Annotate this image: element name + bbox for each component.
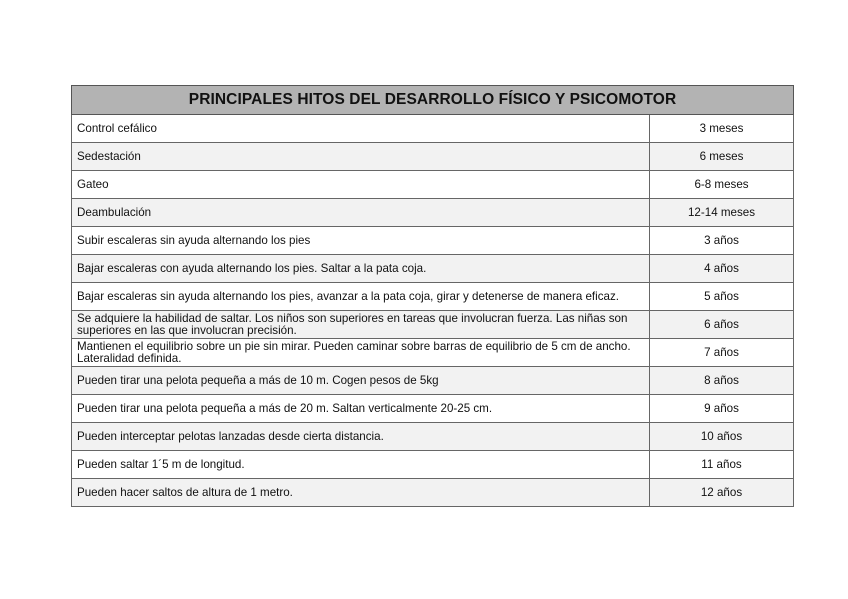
milestone-cell: Control cefálico — [72, 115, 650, 143]
milestone-cell: Bajar escaleras con ayuda alternando los pies. Saltar a la pata coja. — [72, 255, 650, 283]
age-cell: 10 años — [650, 423, 794, 451]
age-cell: 3 años — [650, 227, 794, 255]
table-row — [72, 283, 794, 311]
table-header-row — [72, 86, 794, 115]
age-cell: 9 años — [650, 395, 794, 423]
table-row — [72, 423, 794, 451]
milestone-cell: Pueden tirar una pelota pequeña a más de 20 m. Saltan verticalmente 20-25 cm. — [72, 395, 650, 423]
table-row — [72, 227, 794, 255]
table-row — [72, 115, 794, 143]
milestone-cell: Mantienen el equilibrio sobre un pie sin mirar. Pueden caminar sobre barras de equilibrio de 5 cm de ancho. Lateralidad definida. — [72, 339, 650, 367]
table-row — [72, 367, 794, 395]
age-cell: 6 años — [650, 311, 794, 339]
milestone-cell: Deambulación — [72, 199, 650, 227]
table-row — [72, 451, 794, 479]
age-cell: 8 años — [650, 367, 794, 395]
milestone-cell: Se adquiere la habilidad de saltar. Los niños son superiores en tareas que involucran fuerza. Las niñas son superiores en las que involucran precisión. — [72, 311, 650, 339]
age-cell: 6 meses — [650, 143, 794, 171]
age-cell: 3 meses — [650, 115, 794, 143]
milestones-table — [71, 85, 794, 507]
table-row — [72, 479, 794, 507]
table-row — [72, 311, 794, 339]
table-row — [72, 171, 794, 199]
table-row — [72, 339, 794, 367]
age-cell: 12-14 meses — [650, 199, 794, 227]
milestone-cell: Bajar escaleras sin ayuda alternando los pies, avanzar a la pata coja, girar y detenerse de manera eficaz. — [72, 283, 650, 311]
table-row — [72, 395, 794, 423]
age-cell: 11 años — [650, 451, 794, 479]
age-cell: 6-8 meses — [650, 171, 794, 199]
age-cell: 5 años — [650, 283, 794, 311]
milestone-cell: Pueden hacer saltos de altura de 1 metro. — [72, 479, 650, 507]
milestone-cell: Pueden interceptar pelotas lanzadas desde cierta distancia. — [72, 423, 650, 451]
age-cell: 7 años — [650, 339, 794, 367]
table-body — [72, 115, 794, 507]
table-row — [72, 199, 794, 227]
age-cell: 12 años — [650, 479, 794, 507]
table-row — [72, 255, 794, 283]
milestone-cell: Sedestación — [72, 143, 650, 171]
milestone-cell: Pueden saltar 1´5 m de longitud. — [72, 451, 650, 479]
milestone-cell: Subir escaleras sin ayuda alternando los pies — [72, 227, 650, 255]
milestone-cell: Pueden tirar una pelota pequeña a más de 10 m. Cogen pesos de 5kg — [72, 367, 650, 395]
milestone-cell: Gateo — [72, 171, 650, 199]
table-row — [72, 143, 794, 171]
table-title: PRINCIPALES HITOS DEL DESARROLLO FÍSICO Y PSICOMOTOR — [72, 86, 794, 115]
age-cell: 4 años — [650, 255, 794, 283]
